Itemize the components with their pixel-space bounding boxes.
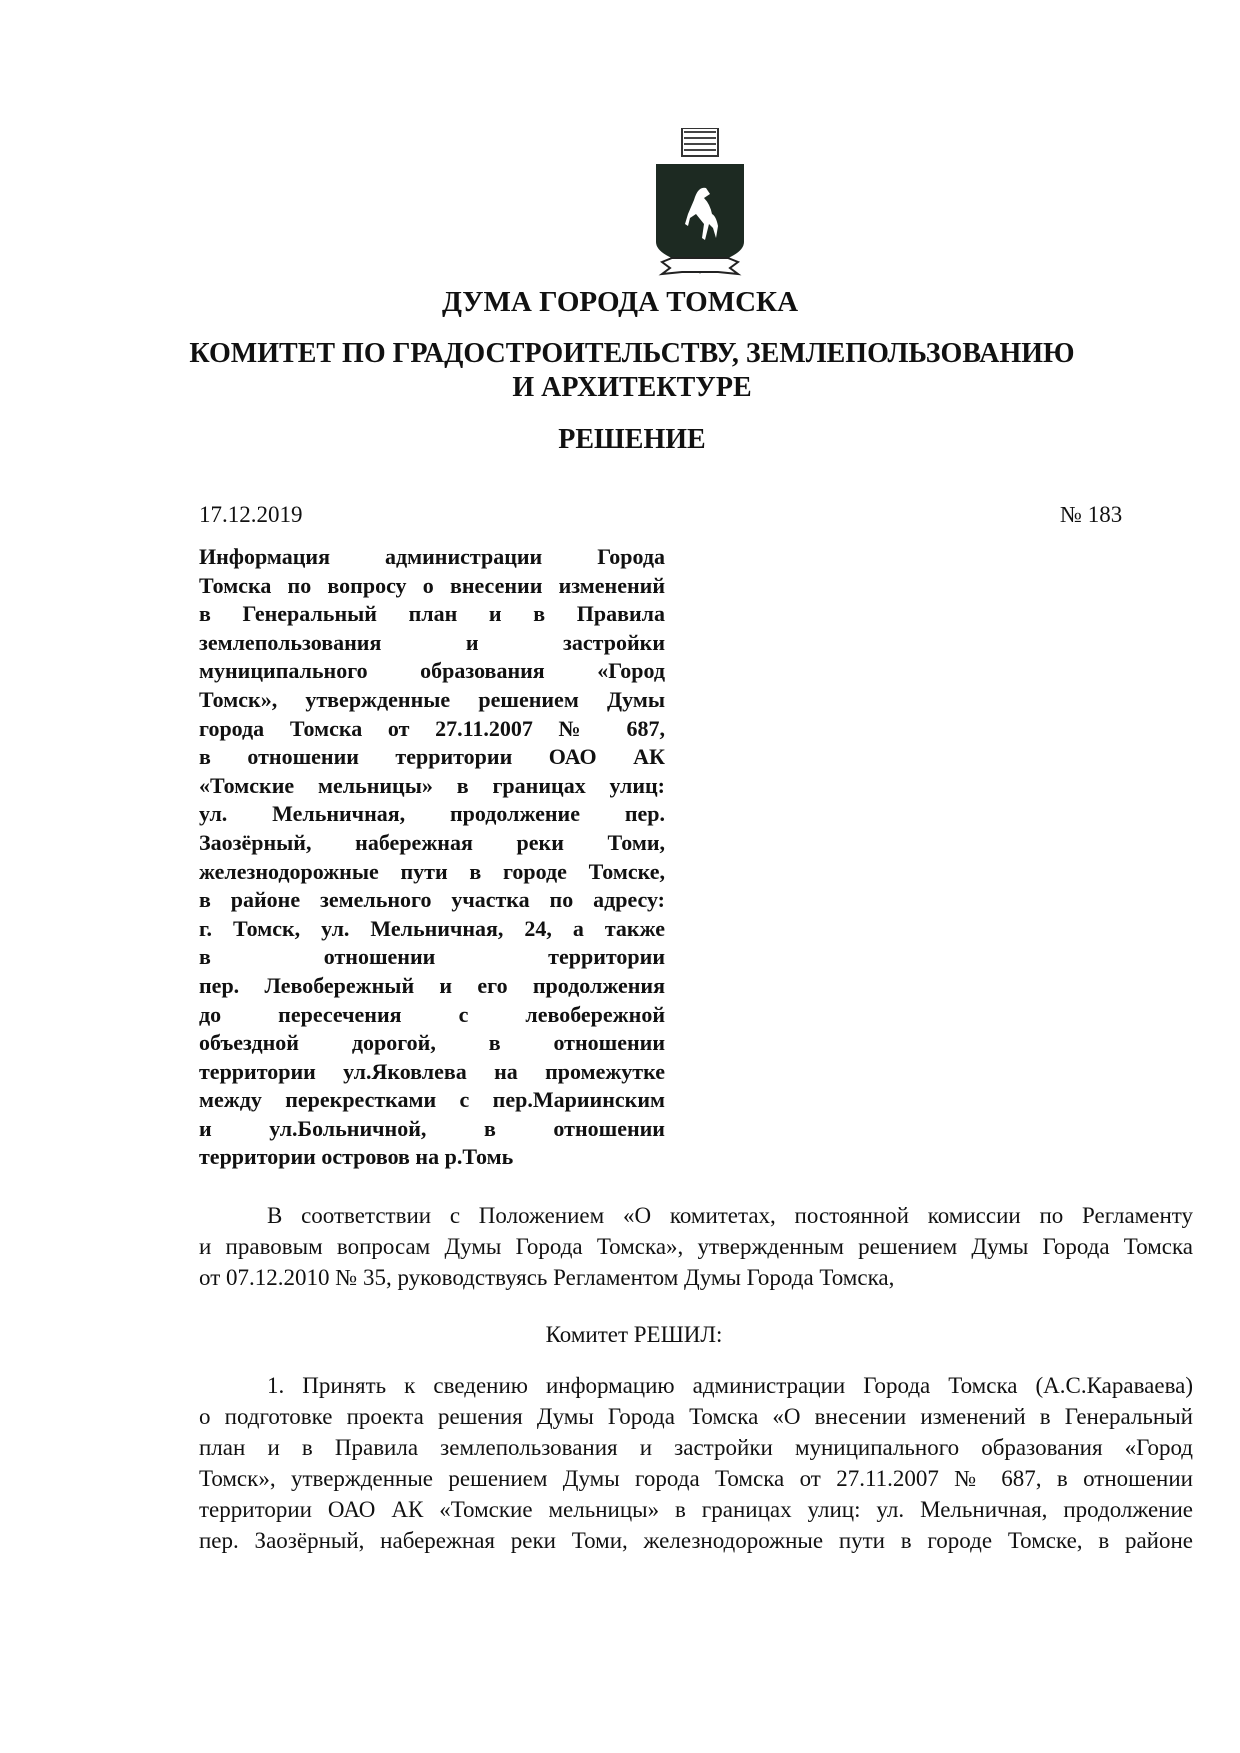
text-line: и правовым вопросам Думы Города Томска», утвержденным решением Думы Города Томска: [199, 1234, 1193, 1259]
text-line: от 07.12.2010 № 35, руководствуясь Регламентом Думы Города Томска,: [199, 1265, 895, 1290]
text-line: города Томска от 27.11.2007 № 687,: [199, 715, 665, 741]
resolved-heading: Комитет РЕШИЛ:: [545, 1322, 723, 1347]
document-subject: [199, 543, 665, 1172]
text-line: пер. Заозёрный, набережная реки Томи, железнодорожные пути в городе Томске, в районе: [199, 1528, 1193, 1553]
org-name: ДУМА ГОРОДА ТОМСКА: [441, 286, 799, 318]
text-line: Томск», утвержденные решением Думы: [199, 686, 665, 712]
text-line: «Томские мельницы» в границах улиц:: [199, 772, 665, 798]
document-type: РЕШЕНИЕ: [558, 424, 706, 455]
text-line: между перекрестками с пер.Мариинским: [199, 1087, 665, 1113]
text-line: в отношении территории ОАО АК: [199, 744, 665, 770]
text-line: в отношении территории: [199, 944, 665, 970]
text-line: в районе земельного участка по адресу:: [199, 887, 665, 913]
text-line: пер. Левобережный и его продолжения: [199, 972, 665, 998]
text-line: Заозёрный, набережная реки Томи,: [199, 829, 665, 855]
resolution-item-1: [199, 1370, 1193, 1556]
text-line: землепользования и застройки: [199, 629, 665, 655]
text-line: территории островов на р.Томь: [199, 1144, 514, 1170]
text-line: о подготовке проекта решения Думы Города Томска «О внесении изменений в Генеральный: [199, 1404, 1193, 1429]
text-line: объездной дорогой, в отношении: [199, 1030, 665, 1056]
document-number: № 183: [1060, 502, 1123, 527]
text-line: ул. Мельничная, продолжение пер.: [199, 801, 665, 827]
tomsk-coat-of-arms-icon: [650, 128, 750, 288]
text-line: в Генеральный план и в Правила: [199, 601, 665, 627]
text-line: Томска по вопросу о внесении изменений: [199, 572, 665, 598]
document-date: 17.12.2019: [199, 502, 303, 527]
committee-name-line2: И АРХИТЕКТУРЕ: [512, 372, 752, 403]
text-line: до пересечения с левобережной: [199, 1001, 665, 1027]
text-line: Томск», утвержденные решением Думы города Томска от 27.11.2007 № 687, в отношении: [199, 1466, 1193, 1491]
text-line: г. Томск, ул. Мельничная, 24, а также: [199, 915, 665, 941]
text-line: план и в Правила землепользования и застройки муниципального образования «Город: [199, 1435, 1193, 1460]
text-line: и ул.Больничной, в отношении: [199, 1115, 665, 1141]
preamble-paragraph: [199, 1200, 1193, 1293]
text-line: В соответствии с Положением «О комитетах, постоянной комиссии по Регламенту: [267, 1203, 1193, 1228]
text-line: железнодорожные пути в городе Томске,: [199, 858, 665, 884]
text-line: 1. Принять к сведению информацию администрации Города Томска (А.С.Караваева): [267, 1373, 1193, 1398]
committee-name-line1: КОМИТЕТ ПО ГРАДОСТРОИТЕЛЬСТВУ, ЗЕМЛЕПОЛЬЗОВАНИЮ: [189, 338, 1075, 369]
text-line: территории ОАО АК «Томские мельницы» в границах улиц: ул. Мельничная, продолжение: [199, 1497, 1193, 1522]
text-line: территории ул.Яковлева на промежутке: [199, 1058, 665, 1084]
text-line: муниципального образования «Город: [199, 658, 665, 684]
text-line: Информация администрации Города: [199, 544, 665, 569]
